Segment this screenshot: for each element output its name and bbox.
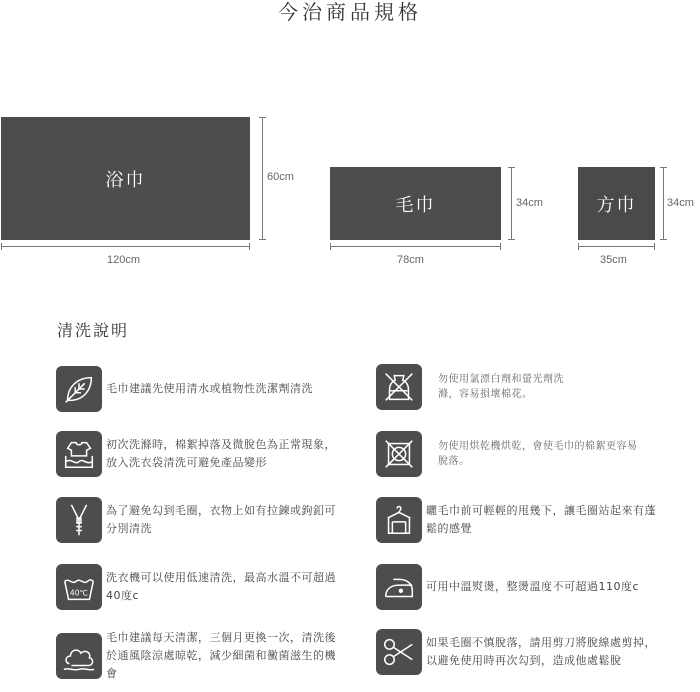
care-text: 毛巾建議先使用清水或植物性洗潔劑清洗: [106, 382, 313, 395]
bath-towel-width: 120cm: [107, 254, 141, 266]
bath-towel-height: 60cm: [267, 171, 294, 183]
care-item: [376, 431, 686, 477]
care-item: [56, 564, 346, 610]
bath-towel-diagram: [1, 117, 250, 240]
hand-towel-height: 34cm: [667, 197, 694, 209]
hand-towel-diagram: [578, 167, 655, 240]
face-towel-height: 34cm: [516, 197, 543, 209]
wash-temp-label: 40℃: [69, 588, 89, 598]
care-item: [376, 364, 686, 410]
cloud-dry-icon: [56, 633, 102, 679]
care-text: 可用中溫熨燙，整燙溫度不可超過110度c: [426, 580, 640, 593]
care-item: [376, 497, 686, 543]
wash-40-icon: [56, 564, 102, 610]
face-towel-height-line: [511, 167, 512, 240]
care-text: 為了避免勾到毛圈，衣物上如有拉鍊或鉤釦可分別清洗: [106, 504, 336, 535]
leaf-icon: [56, 366, 102, 412]
scissors-icon: [376, 629, 422, 675]
care-text: 曬毛巾前可輕輕的甩幾下，讓毛圈站起來有蓬鬆的感覺: [426, 504, 656, 535]
towel-name: 浴巾: [105, 169, 146, 191]
care-text: 初次洗滌時，棉絮掉落及微脫色為正常現象，放入洗衣袋清洗可避免產品變形: [106, 438, 336, 469]
laundry-bag-icon: [56, 431, 102, 477]
iron-icon: [376, 564, 422, 610]
care-text: 如果毛圈不慎脫落，請用剪刀將脫線處剪掉，以避免使用時再次勾到，造成他處鬆脫: [426, 636, 656, 667]
face-towel-width: 78cm: [397, 254, 424, 266]
care-section-title: 清洗說明: [57, 321, 130, 340]
care-item: [376, 629, 686, 675]
zipper-icon: [56, 497, 102, 543]
face-towel-width-line: [330, 246, 501, 247]
hand-towel-width-line: [578, 246, 655, 247]
towel-name: 毛巾: [395, 194, 436, 216]
hand-towel-width: 35cm: [600, 254, 627, 266]
no-tumble-dry-icon: [376, 431, 422, 477]
care-item: [56, 431, 346, 477]
care-item: [56, 497, 346, 543]
bath-towel-width-line: [1, 246, 250, 247]
care-item: [56, 629, 346, 683]
page-title: 今治商品規格: [278, 0, 422, 24]
care-text: 勿使用氯漂白劑和螢光劑洗滌，容易損壞棉花。: [438, 374, 564, 400]
hand-towel-height-line: [663, 167, 664, 240]
hanger-towel-icon: [376, 497, 422, 543]
care-text: 勿使用烘乾機烘乾，會使毛巾的棉絮更容易脫落。: [438, 441, 638, 467]
bath-towel-height-line: [262, 117, 263, 240]
care-item: [376, 564, 686, 610]
care-item: [56, 366, 346, 412]
care-text: 毛巾建議每天清潔，三個月更換一次，清洗後於通風陰涼處晾乾，減少細菌和黴菌滋生的機會: [106, 631, 336, 680]
towel-name: 方巾: [596, 194, 637, 216]
care-text: 洗衣機可以使用低速清洗，最高水溫不可超過40度c: [106, 571, 336, 602]
no-bleach-icon: [376, 364, 422, 410]
face-towel-diagram: [330, 167, 501, 240]
